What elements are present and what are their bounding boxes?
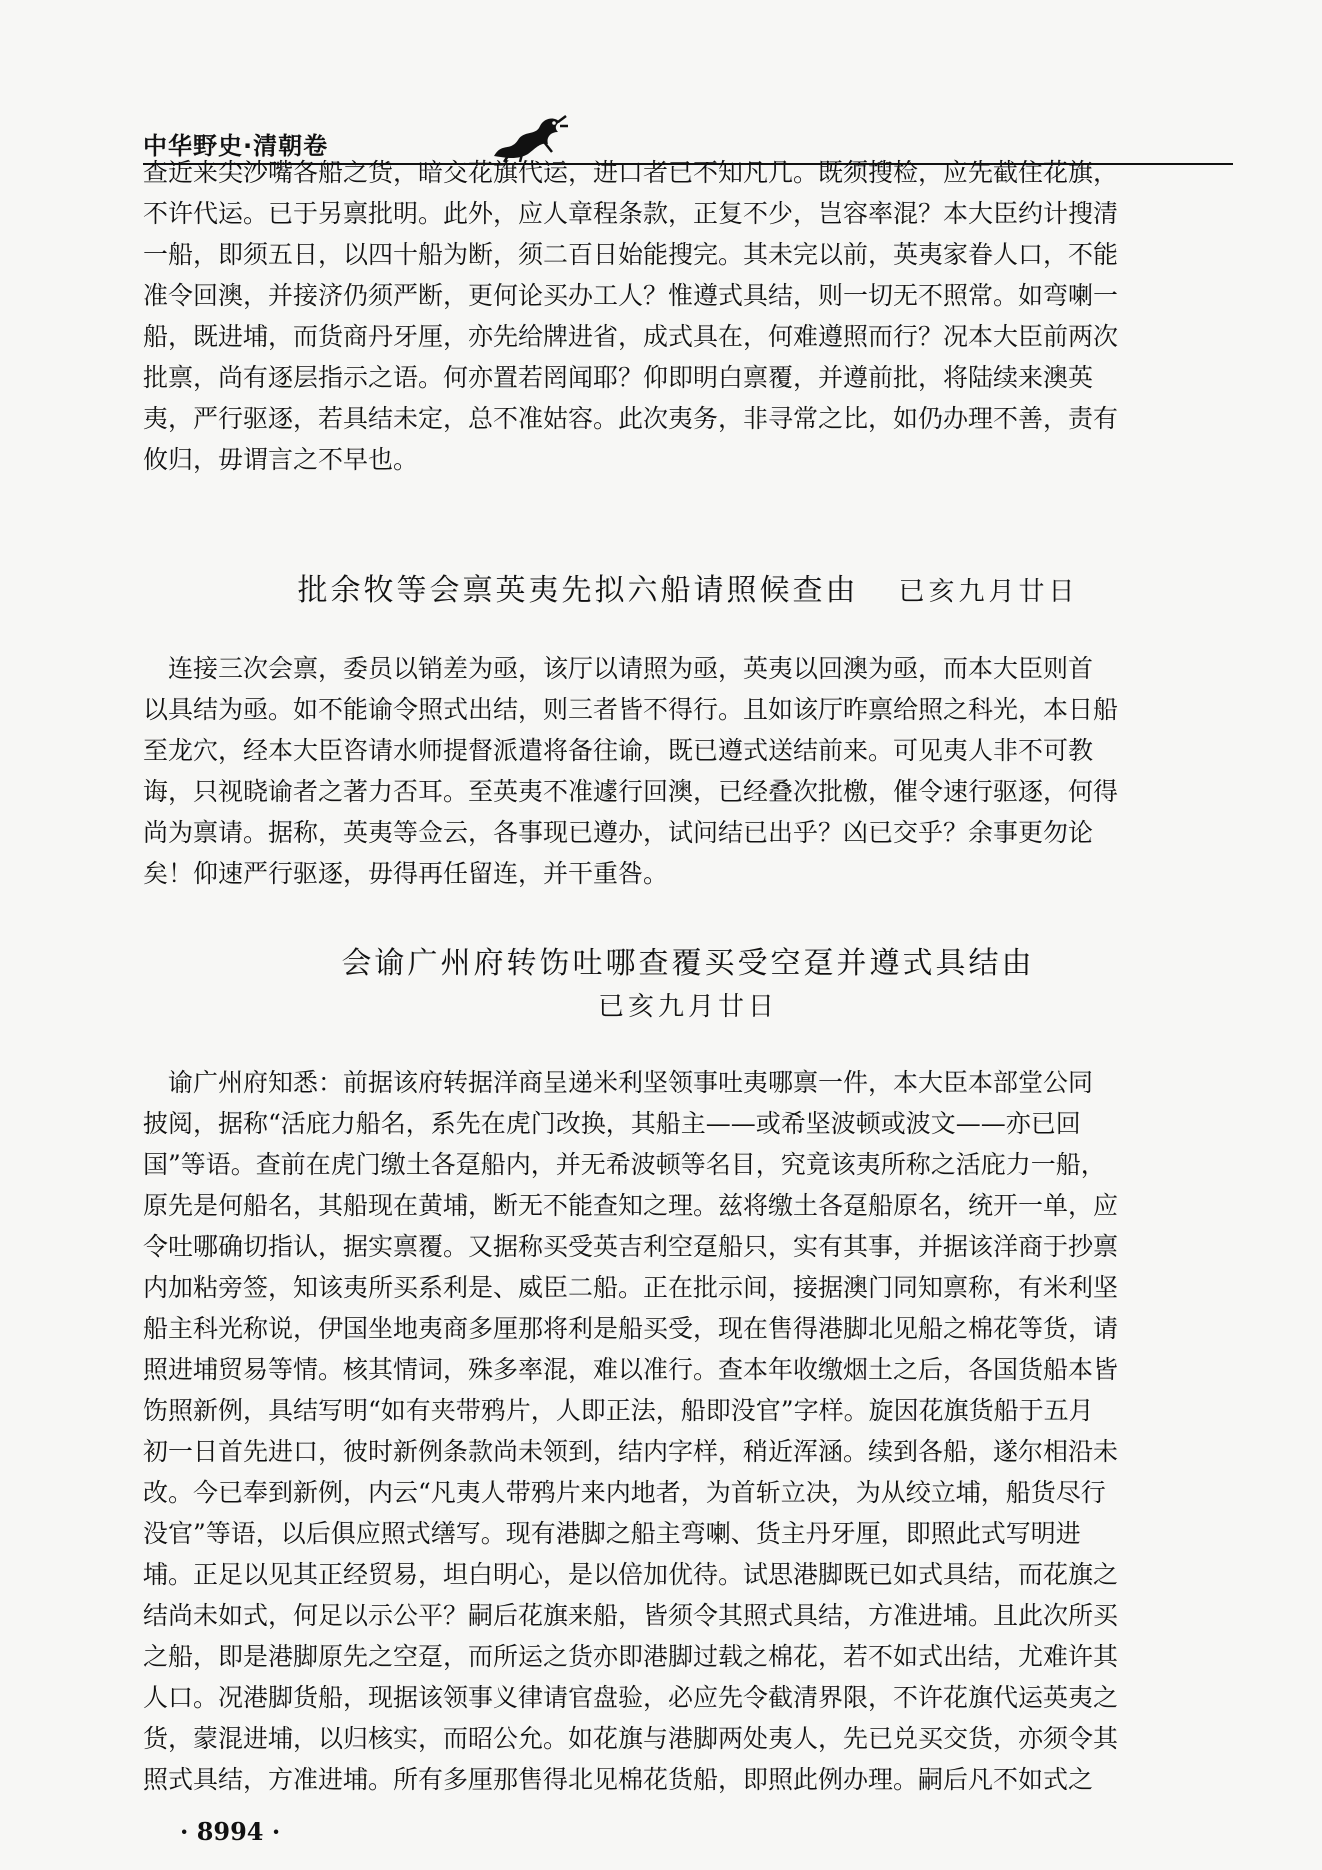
body-paragraph-2	[143, 648, 1233, 894]
text-line: 结尚未如式，何足以示公平？嗣后花旗来船，皆须令其照式具结，方准进埔。且此次所买	[143, 1601, 1119, 1630]
section-date: 已亥九月廿日	[898, 577, 1079, 607]
text-line: 连接三次会禀，委员以销差为亟，该厅以请照为亟，英夷以回澳为亟，而本大臣则首	[143, 654, 1094, 683]
text-line: 谕广州府知悉：前据该府转据洋商呈递米利坚领事吐夷哪禀一件，本大臣本部堂公同	[143, 1068, 1094, 1097]
text-line: 攸归，毋谓言之不早也。	[143, 445, 419, 474]
body-paragraph-1	[143, 152, 1233, 480]
text-line: 国”等语。查前在虎门缴土各趸船内，并无希波顿等名目，究竟该夷所称之活庇力一船，	[143, 1150, 1106, 1179]
text-line: 改。今已奉到新例，内云“凡夷人带鸦片来内地者，为首斩立决，为从绞立埔，船货尽行	[143, 1478, 1106, 1507]
text-line: 照式具结，方准进埔。所有多厘那售得北见棉花货船，即照此例办理。嗣后凡不如式之	[143, 1765, 1094, 1794]
section-title: 会谕广州府转饬吐哪查覆买受空趸并遵式具结由	[341, 946, 1035, 981]
text-line: 没官”等语，以后俱应照式缮写。现有港脚之船主弯喇、货主丹牙厘，即照此式写明进	[143, 1519, 1081, 1548]
section-date: 已亥九月廿日	[597, 992, 778, 1022]
body-paragraph-3	[143, 1062, 1233, 1800]
text-line: 准令回澳，并接济仍须严断，更何论买办工人？惟遵式具结，则一切无不照常。如弯喇一	[143, 281, 1119, 310]
text-line: 以具结为亟。如不能谕令照式出结，则三者皆不得行。且如该厅昨禀给照之科光，本日船	[143, 695, 1119, 724]
book-title: 中华野史·清朝卷	[143, 132, 329, 160]
text-line: 内加粘旁签，知该夷所买系利是、威臣二船。正在批示间，接据澳门同知禀称，有米利坚	[143, 1273, 1119, 1302]
text-line: 至龙穴，经本大臣咨请水师提督派遣将备往谕，既已遵式送结前来。可见夷人非不可教	[143, 736, 1094, 765]
text-line: 令吐哪确切指认，据实禀覆。又据称买受英吉利空趸船只，实有其事，并据该洋商于抄禀	[143, 1232, 1119, 1261]
text-line: 披阅，据称“活庇力船名，系先在虎门改换，其船主——或希坚波顿或波文——亦已回	[143, 1109, 1081, 1138]
section-title: 批余牧等会禀英夷先拟六船请照候查由	[297, 573, 859, 608]
section-heading-1	[143, 565, 1233, 609]
text-line: 查近来尖沙嘴各船之货，暗交花旗代运，进口者已不知凡几。既须搜检，应先截住花旗，	[143, 158, 1119, 187]
text-line: 批禀，尚有逐层指示之语。何亦置若罔闻耶？仰即明白禀覆，并遵前批，将陆续来澳英	[143, 363, 1094, 392]
text-line: 夷，严行驱逐，若具结未定，总不准姑容。此次夷务，非寻常之比，如仍办理不善，责有	[143, 404, 1119, 433]
text-line: 人口。况港脚货船，现据该领事义律请官盘验，必应先令截清界限，不许花旗代运英夷之	[143, 1683, 1119, 1712]
text-line: 船主科光称说，伊国坐地夷商多厘那将利是船买受，现在售得港脚北见船之棉花等货，请	[143, 1314, 1119, 1343]
text-line: 尚为禀请。据称，英夷等佥云，各事现已遵办，试问结已出乎？凶已交乎？余事更勿论	[143, 818, 1094, 847]
text-line: 不许代运。已于另禀批明。此外，应人章程条款，正复不少，岂容率混？本大臣约计搜清	[143, 199, 1119, 228]
text-line: 饬照新例，具结写明“如有夹带鸦片，人即正法，船即没官”字样。旋因花旗货船于五月	[143, 1396, 1094, 1425]
text-line: 货，蒙混进埔，以归核实，而昭公允。如花旗与港脚两处夷人，先已兑买交货，亦须令其	[143, 1724, 1119, 1753]
page-number: · 8994 ·	[180, 1817, 281, 1846]
text-line: 诲，只视晓谕者之著力否耳。至英夷不准遽行回澳，已经叠次批檄，催令速行驱逐，何得	[143, 777, 1119, 806]
text-line: 原先是何船名，其船现在黄埔，断无不能查知之理。兹将缴土各趸船原名，统开一单，应	[143, 1191, 1119, 1220]
section-heading-2	[143, 938, 1233, 982]
text-line: 之船，即是港脚原先之空趸，而所运之货亦即港脚过载之棉花，若不如式出结，尤难许其	[143, 1642, 1119, 1671]
text-line: 初一日首先进口，彼时新例条款尚未领到，结内字样，稍近浑涵。续到各船，遂尔相沿未	[143, 1437, 1119, 1466]
text-line: 一船，即须五日，以四十船为断，须二百日始能搜完。其未完以前，英夷家眷人口，不能	[143, 240, 1119, 269]
text-line: 埔。正足以见其正经贸易，坦白明心，是以倍加优待。试思港脚既已如式具结，而花旗之	[143, 1560, 1119, 1589]
text-line: 照进埔贸易等情。核其情词，殊多率混，难以准行。查本年收缴烟土之后，各国货船本皆	[143, 1355, 1119, 1384]
text-line: 矣！仰速严行驱逐，毋得再任留连，并干重咎。	[143, 859, 669, 888]
text-line: 船，既进埔，而货商丹牙厘，亦先给牌进省，成式具在，何难遵照而行？况本大臣前两次	[143, 322, 1119, 351]
